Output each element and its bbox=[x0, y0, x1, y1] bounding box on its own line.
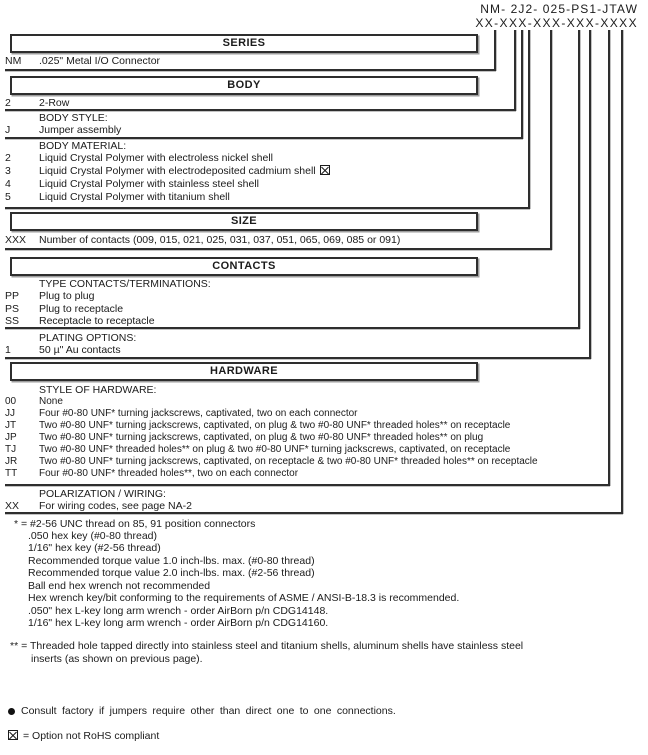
connector-line-body-material bbox=[528, 30, 530, 209]
not-rohs-compliant-icon bbox=[320, 165, 330, 175]
hardware-code: TJ bbox=[5, 444, 17, 455]
size-bottom-line bbox=[5, 248, 552, 250]
footnote-star-line: Ball end hex wrench not recommended bbox=[28, 580, 211, 592]
hardware-desc: Two #0-80 UNF* turning jackscrews, captivated, on plug & two #0-80 UNF* threaded holes** on plug bbox=[39, 432, 484, 443]
contacts-code: SS bbox=[5, 315, 20, 327]
hardware-style-row bbox=[5, 444, 510, 456]
material-desc: Liquid Crystal Polymer with electrodeposited cadmium shell bbox=[39, 165, 316, 177]
hardware-style-row bbox=[5, 456, 538, 468]
polarization-desc: For wiring codes, see page NA-2 bbox=[39, 500, 192, 512]
material-code: 3 bbox=[5, 165, 11, 177]
hardware-desc: Four #0-80 UNF* turning jackscrews, captivated, two on each connector bbox=[39, 408, 358, 419]
series-bottom-line bbox=[5, 69, 496, 71]
plating-desc: 50 µ" Au contacts bbox=[39, 344, 121, 356]
material-desc: Liquid Crystal Polymer with electroless nickel shell bbox=[39, 152, 274, 164]
footnote-star-line: 1/16" hex L-key long arm wrench - order AirBorn p/n CDG14160. bbox=[28, 617, 329, 629]
series-row bbox=[5, 55, 160, 67]
contacts-type-row bbox=[5, 290, 94, 302]
body-style-label: BODY STYLE: bbox=[39, 112, 108, 124]
connector-line-plating bbox=[589, 30, 591, 359]
footnote-star-lead: * = #2-56 UNC thread on 85, 91 position connectors bbox=[14, 518, 256, 530]
hardware-style-row bbox=[5, 468, 298, 480]
body-material-label: BODY MATERIAL: bbox=[39, 140, 127, 152]
contacts-type-label: TYPE CONTACTS/TERMINATIONS: bbox=[39, 278, 211, 290]
series-code: NM bbox=[5, 55, 22, 67]
body-row-desc: 2-Row bbox=[39, 97, 70, 109]
plating-bottom-line bbox=[5, 357, 591, 359]
hardware-desc: None bbox=[39, 396, 63, 407]
contacts-type-row bbox=[5, 315, 155, 327]
contacts-desc: Plug to plug bbox=[39, 290, 95, 302]
connector-line-hardware-style bbox=[608, 30, 610, 486]
footnote-star-line: .050" hex L-key long arm wrench - order AirBorn p/n CDG14148. bbox=[28, 605, 329, 617]
bullet-icon bbox=[8, 708, 15, 715]
connector-line-contacts-type bbox=[578, 30, 580, 329]
footnote-star-line: Recommended torque value 2.0 inch-lbs. max. (#2-56 thread) bbox=[28, 567, 315, 579]
not-rohs-compliant-icon bbox=[8, 730, 18, 740]
plating-label: PLATING OPTIONS: bbox=[39, 332, 137, 344]
body-row bbox=[5, 97, 69, 109]
plating-code: 1 bbox=[5, 344, 11, 356]
footnote-star-line: 1/16" hex key (#2-56 thread) bbox=[28, 542, 161, 554]
hardware-code: JR bbox=[5, 456, 18, 467]
body-row-bottom-line bbox=[5, 109, 516, 111]
hardware-desc: Two #0-80 UNF* threaded holes** on plug & two #0-80 UNF* turning jackscrews, captivated, on receptacle bbox=[39, 444, 511, 455]
series-desc: .025" Metal I/O Connector bbox=[39, 55, 161, 67]
hardware-code: 00 bbox=[5, 396, 17, 407]
hardware-style-row bbox=[5, 408, 358, 420]
body-material-row bbox=[5, 191, 230, 203]
material-code: 4 bbox=[5, 178, 11, 190]
connector-line-body-row bbox=[514, 30, 516, 111]
polarization-row bbox=[5, 500, 192, 512]
polarization-bottom-line bbox=[5, 512, 623, 514]
series-header: SERIES bbox=[10, 34, 478, 53]
footnote-double-star-lead: ** = Threaded hole tapped directly into stainless steel and titanium shells, aluminum shells have stainless steel bbox=[10, 640, 524, 652]
hardware-code: JJ bbox=[5, 408, 15, 419]
part-number-example: NM- 2J2- 025-PS1-JTAW bbox=[480, 2, 638, 16]
body-material-row bbox=[5, 178, 259, 190]
hardware-style-row bbox=[5, 432, 483, 444]
material-desc: Liquid Crystal Polymer with stainless steel shell bbox=[39, 178, 260, 190]
footnote-double-star-cont: inserts (as shown on previous page). bbox=[31, 653, 203, 665]
consult-factory-text: Consult factory if jumpers require other than direct one to one connections. bbox=[21, 705, 396, 717]
consult-factory-note bbox=[8, 705, 396, 717]
body-style-desc: Jumper assembly bbox=[39, 124, 122, 136]
hardware-code: JT bbox=[5, 420, 17, 431]
hardware-desc: Four #0-80 UNF* threaded holes**, two on each connector bbox=[39, 468, 299, 479]
size-header: SIZE bbox=[10, 212, 478, 231]
hardware-style-label: STYLE OF HARDWARE: bbox=[39, 384, 157, 396]
rohs-legend-text: = Option not RoHS compliant bbox=[23, 730, 160, 742]
hardware-desc: Two #0-80 UNF* turning jackscrews, captivated, on receptacle & two #0-80 UNF* threaded holes** on receptacle bbox=[39, 456, 538, 467]
material-code: 5 bbox=[5, 191, 11, 203]
rohs-legend bbox=[8, 730, 159, 742]
contacts-code: PP bbox=[5, 290, 20, 302]
body-material-bottom-line bbox=[5, 207, 530, 209]
contacts-desc: Plug to receptacle bbox=[39, 303, 124, 315]
body-header: BODY bbox=[10, 76, 478, 95]
footnote-star-line: .050 hex key (#0-80 thread) bbox=[28, 530, 157, 542]
connector-line-polarization bbox=[621, 30, 623, 514]
hardware-style-row bbox=[5, 420, 510, 432]
body-style-row bbox=[5, 124, 121, 136]
contacts-desc: Receptacle to receptacle bbox=[39, 315, 155, 327]
polarization-code: XX bbox=[5, 500, 20, 512]
connector-line-size bbox=[550, 30, 552, 250]
footnote-star-line: Recommended torque value 1.0 inch-lbs. max. (#0-80 thread) bbox=[28, 555, 315, 567]
contacts-type-row bbox=[5, 303, 123, 315]
material-code: 2 bbox=[5, 152, 11, 164]
size-code: XXX bbox=[5, 234, 27, 246]
hardware-style-bottom-line bbox=[5, 484, 610, 486]
hardware-code: JP bbox=[5, 432, 17, 443]
material-desc: Liquid Crystal Polymer with titanium shell bbox=[39, 191, 230, 203]
body-material-row bbox=[5, 152, 273, 164]
contacts-type-bottom-line bbox=[5, 327, 580, 329]
body-style-bottom-line bbox=[5, 137, 523, 139]
size-desc: Number of contacts (009, 015, 021, 025, 031, 037, 051, 065, 069, 085 or 091) bbox=[39, 234, 401, 246]
body-row-code: 2 bbox=[5, 97, 11, 109]
polarization-label: POLARIZATION / WIRING: bbox=[39, 488, 166, 500]
footnote-star-line: Hex wrench key/bit conforming to the requirements of ASME / ANSI-B-18.3 is recommended. bbox=[28, 592, 460, 604]
body-material-row bbox=[5, 165, 330, 177]
plating-row bbox=[5, 344, 121, 356]
contacts-header: CONTACTS bbox=[10, 257, 478, 276]
hardware-header: HARDWARE bbox=[10, 362, 478, 381]
contacts-code: PS bbox=[5, 303, 20, 315]
hardware-style-row bbox=[5, 396, 63, 408]
body-style-code: J bbox=[5, 124, 11, 136]
connector-line-series bbox=[494, 30, 496, 71]
connector-line-body-style bbox=[521, 30, 523, 139]
hardware-desc: Two #0-80 UNF* turning jackscrews, captivated, on plug & two #0-80 UNF* threaded holes** on receptacle bbox=[39, 420, 511, 431]
hardware-code: TT bbox=[5, 468, 18, 479]
size-row bbox=[5, 234, 400, 246]
part-number-mask: XX-XXX-XXX-XXX-XXXX bbox=[475, 16, 638, 30]
